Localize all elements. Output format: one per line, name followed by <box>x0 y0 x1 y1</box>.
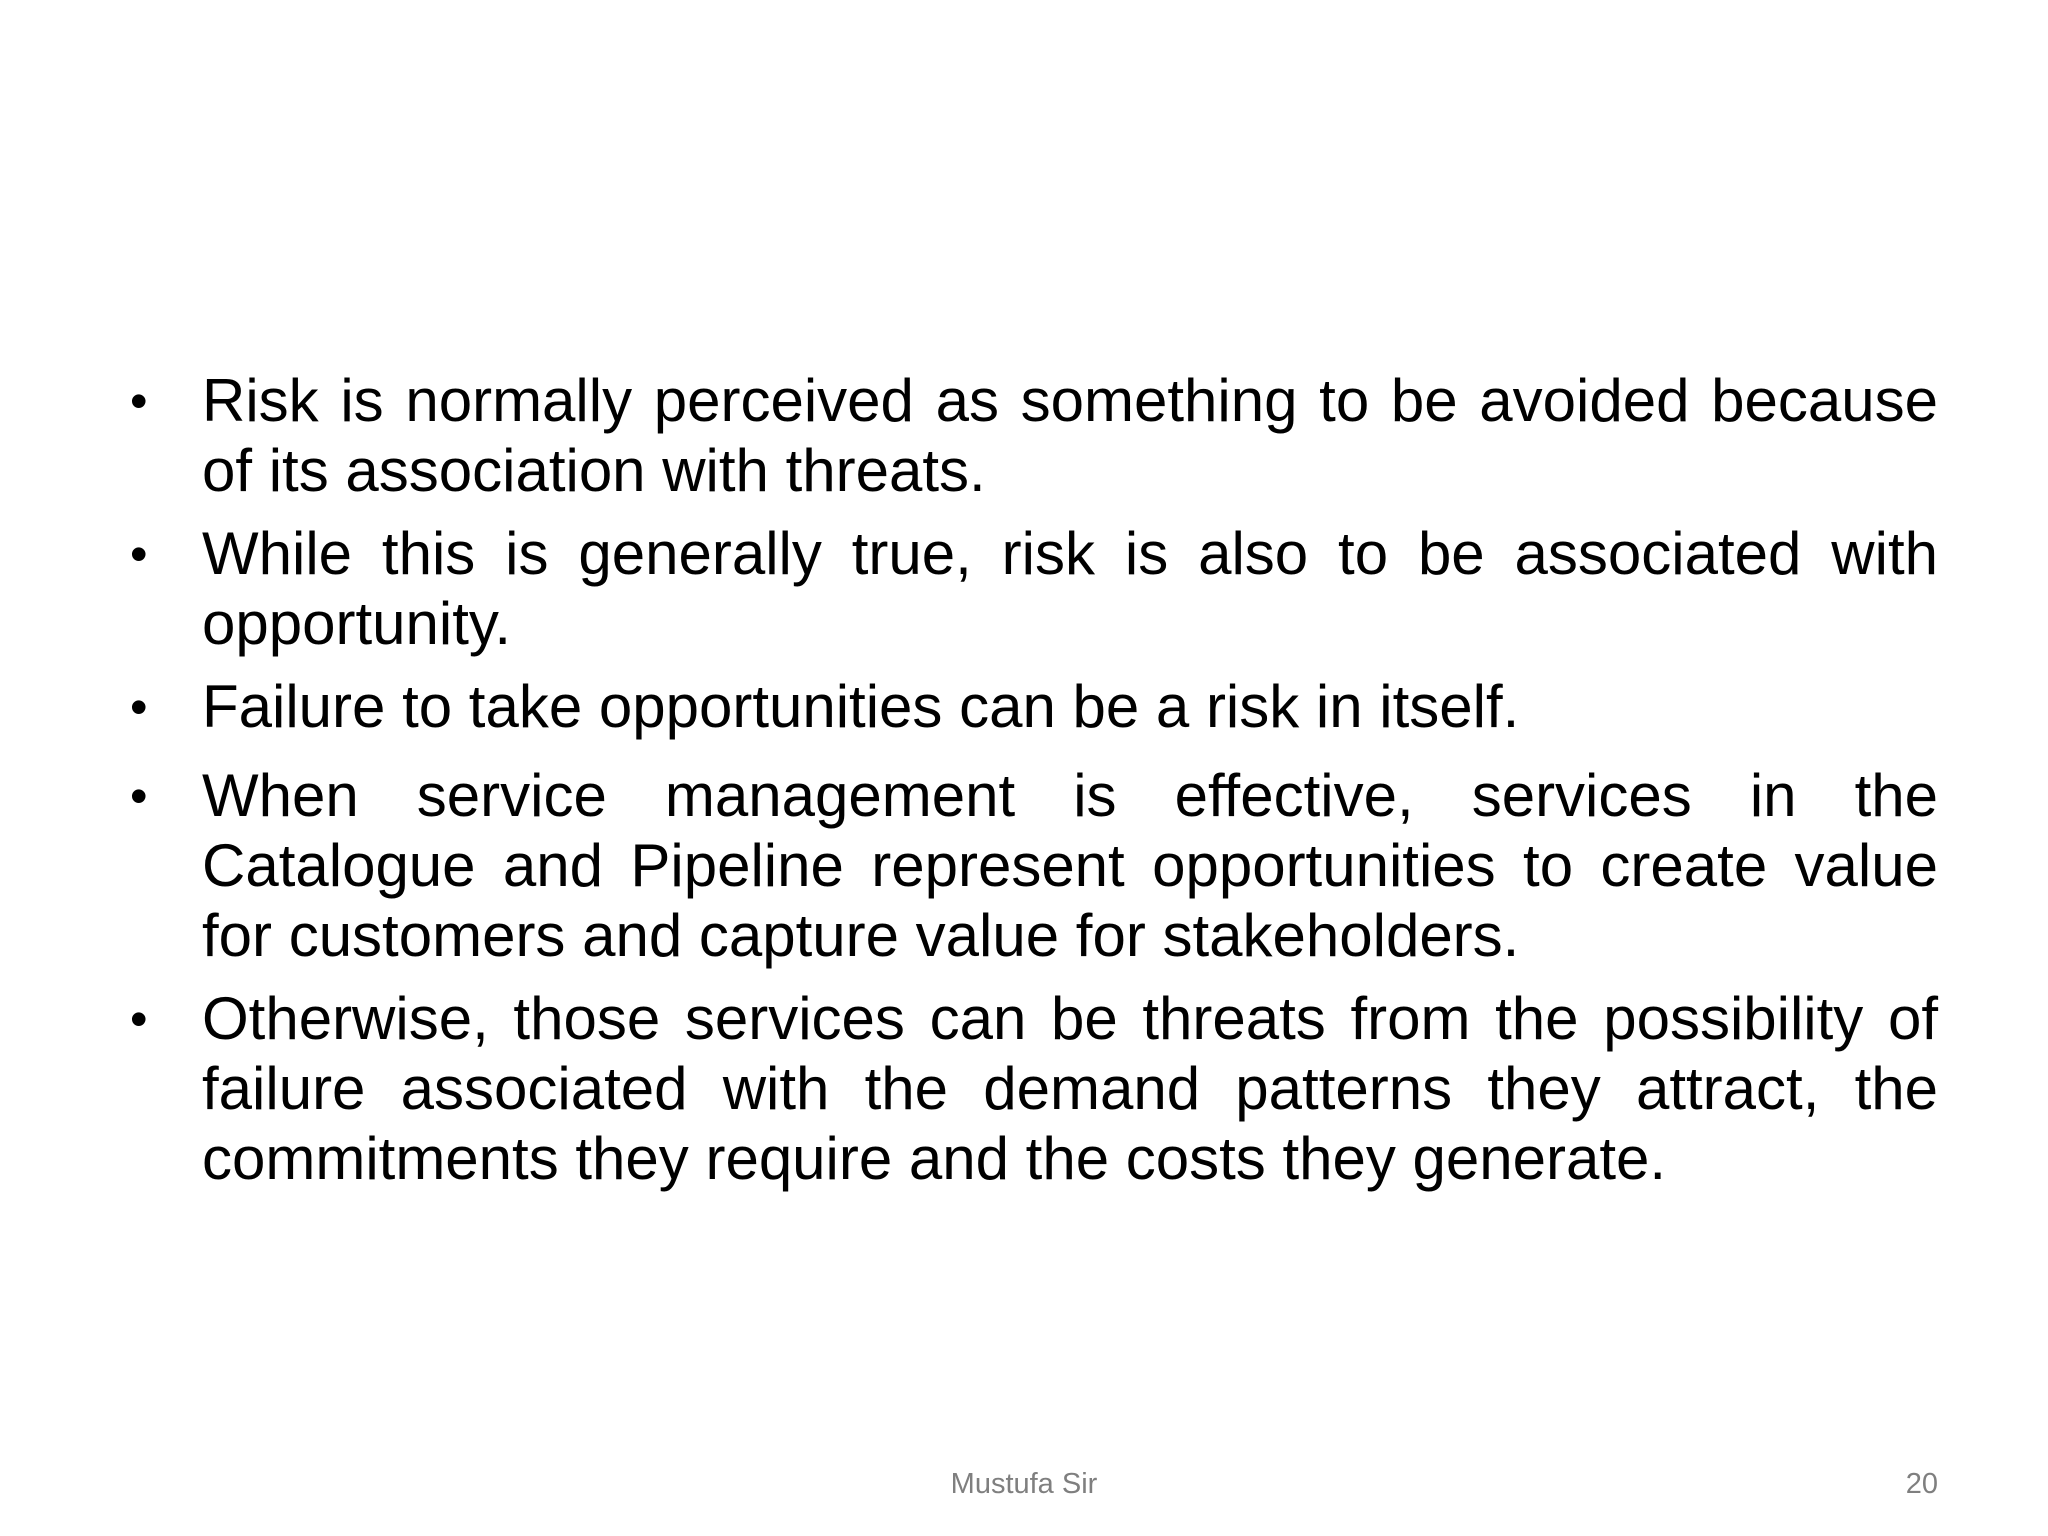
bullet-item <box>122 519 1938 659</box>
bullet-icon: • <box>130 991 148 1047</box>
bullet-text: Otherwise, those services can be threats from the possibility of failure associated with the demand patterns they attract, the commitments they require and the costs they generate. <box>202 985 1938 1192</box>
bullet-icon: • <box>130 679 148 735</box>
bullet-text: While this is generally true, risk is also to be associated with opportunity. <box>202 520 1938 657</box>
bullet-text: Risk is normally perceived as something to be avoided because of its association with threats. <box>202 367 1938 504</box>
bullet-item <box>122 672 1938 742</box>
bullet-icon: • <box>130 373 148 429</box>
bullet-icon: • <box>130 768 148 824</box>
footer-author: Mustufa Sir <box>950 1468 1098 1500</box>
bullet-item <box>122 366 1938 506</box>
bullet-icon: • <box>130 526 148 582</box>
bullet-text: When service management is effective, services in the Catalogue and Pipeline represent opportunities to create value for customers and capture value for stakeholders. <box>202 762 1938 969</box>
bullet-list <box>122 366 1938 1207</box>
slide-number: 20 <box>1905 1468 1938 1500</box>
bullet-item <box>122 761 1938 971</box>
bullet-text: Failure to take opportunities can be a risk in itself. <box>202 673 1520 740</box>
bullet-item <box>122 984 1938 1194</box>
